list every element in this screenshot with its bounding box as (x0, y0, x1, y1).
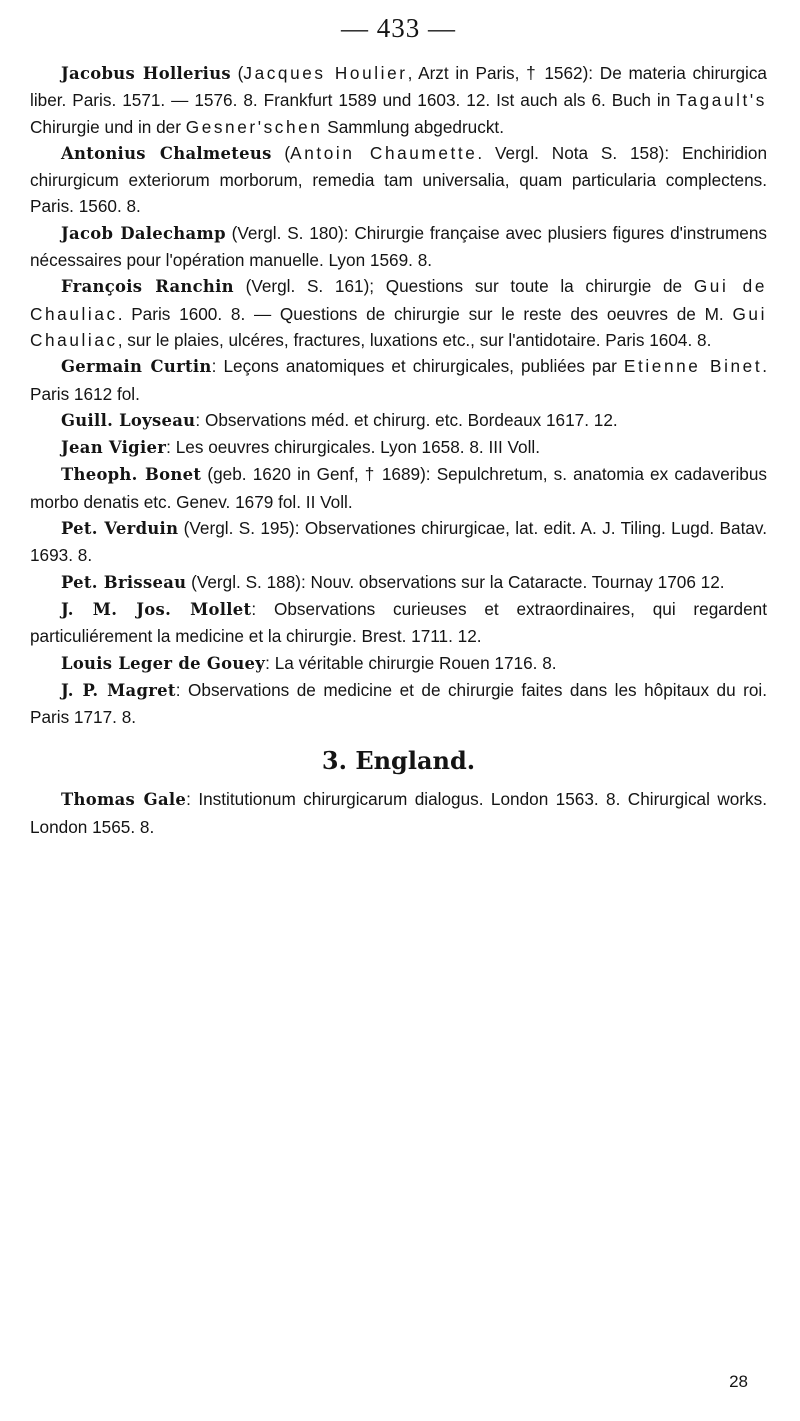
entry-text: : (175, 679, 189, 700)
entry-text: Vergl. S. 195): Observationes chirurgicae, lat. edit. A. J. Tiling. Lugd. Batav. 1693. 8. (30, 518, 767, 566)
entry-text: Leçons anatomiques et chirurgicales, publiées par (223, 356, 624, 377)
bibliography-entry (30, 273, 767, 353)
entry-author: J. P. Magret (61, 680, 176, 700)
entry-text: Institutionum chirurgicarum dialogus. London 1563. 8. Chirurgical works. London 1565. 8. (30, 789, 767, 837)
entry-text: Jacques Houlier (243, 63, 408, 83)
page (30, 10, 767, 1410)
entry-text: Etienne Binet (623, 356, 763, 377)
entry-author: Theoph. Bonet (61, 465, 202, 485)
entry-text: Gesner'schen (185, 116, 323, 137)
bibliography-entry (30, 220, 767, 274)
entry-text: Chirurgie und in der (30, 116, 186, 137)
entry-text: , sur le plaies, ulcéres, fractures, luxations etc., sur l'antidotaire. Paris 1604. 8. (117, 329, 712, 350)
section-heading: 3. England. (321, 746, 476, 776)
bibliography-entry (30, 786, 767, 840)
entry-text: ( (233, 276, 252, 297)
bibliography-entry (30, 60, 767, 140)
entry-text: : (186, 789, 199, 810)
entry-author: Pet. Verduin (61, 519, 179, 539)
entry-text: : (265, 652, 275, 673)
entry-text: Antoin Chaumette (290, 142, 478, 163)
entry-author: Jacob Dalechamp (61, 223, 226, 243)
bibliography-entry (30, 569, 767, 596)
entry-text: Vergl. S. 180): Chirurgie française avec plusiers figures d'instrumens nécessaires pour l'opération manuelle. Lyon 1569. 8. (30, 222, 768, 271)
bibliography-entry (30, 596, 767, 650)
bibliography-france (30, 60, 767, 730)
entry-text: : (166, 437, 176, 458)
bibliography-entry (30, 353, 767, 407)
bibliography-entry (30, 407, 767, 434)
entry-text: Vergl. S. 188): Nouv. observations sur la Cataracte. Tournay 1706 12. (196, 571, 725, 592)
entry-text: : (195, 409, 205, 430)
entry-text: ( (225, 222, 238, 243)
printer-signature: 28 (729, 1372, 748, 1391)
entry-text: : (251, 598, 274, 619)
entry-text: Les oeuvres chirurgicales. Lyon 1658. 8. III Voll. (175, 437, 541, 458)
entry-text: Observations de medicine et de chirurgie faites dans les hôpitaux du roi. Paris 1717. 8. (30, 679, 767, 728)
entry-text: Sammlung abgedruckt. (322, 116, 504, 137)
entry-author: Guill. Loyseau (61, 410, 196, 430)
entry-text: Gui de Chauliac (30, 276, 767, 324)
bibliography-england (30, 786, 767, 840)
bibliography-entry (30, 515, 767, 569)
entry-author: Antonius Chalmeteus (61, 143, 272, 163)
bibliography-entry (30, 434, 767, 461)
entry-author: François Ranchin (61, 277, 234, 297)
entry-text: Vergl. S. 161); Questions sur toute la chirurgie de (251, 276, 694, 297)
entry-text: . Paris 1600. 8. — Questions de chirurgie sur le reste des oeuvres de M. (117, 303, 733, 324)
entry-text: : (211, 356, 224, 377)
entry-text: geb. 1620 in Genf, † 1689): Sepulchretum, s. anatomia ex cadaveribus morbo denatis etc. Genev. 1679 fol. II Voll. (30, 464, 768, 512)
entry-author: Pet. Brisseau (61, 572, 187, 592)
entry-text: Observations méd. et chirurg. etc. Bordeaux 1617. 12. (204, 409, 618, 430)
entry-text: Tagault's (676, 90, 767, 111)
entry-author: Louis Leger de Gouey (61, 653, 266, 673)
entry-text: ( (178, 518, 190, 539)
bibliography-entry (30, 650, 767, 677)
page-number: — 433 — (341, 13, 456, 43)
entry-text: ( (271, 142, 291, 163)
entry-text: ( (230, 63, 244, 83)
entry-text: , Arzt in Paris, † 1562): De materia chirurgica liber. Paris. 1571. — 1576. 8. Frankfurt 1589 und 1603. 12. Ist auch als 6. Buch in (30, 63, 767, 111)
entry-author: Jean Vigier (61, 438, 167, 458)
bibliography-entry (30, 677, 767, 731)
entry-author: Jacobus Hollerius (61, 64, 231, 83)
entry-author: J. M. Jos. Mollet (61, 599, 252, 619)
entry-author: Germain Curtin (61, 357, 212, 377)
entry-text: La véritable chirurgie Rouen 1716. 8. (274, 652, 557, 673)
entry-text: ( (201, 464, 214, 485)
bibliography-entry (30, 461, 767, 515)
entry-text: . Paris 1612 fol. (30, 356, 767, 404)
entry-text: ( (186, 571, 197, 592)
entry-author: Thomas Gale (61, 790, 187, 810)
entry-text: Gui Chauliac (30, 303, 767, 350)
bibliography-entry (30, 140, 767, 220)
entry-text: Observations curieuses et extraordinaires, qui regardent particuliérement la medicine et la chirurgie. Brest. 1711. 12. (30, 598, 767, 647)
entry-text: . Vergl. Nota S. 158): Enchiridion chirurgicum exteriorum morborum, remedia tam universalia, quam particularia complectens. Paris. 1560. 8. (30, 142, 768, 217)
